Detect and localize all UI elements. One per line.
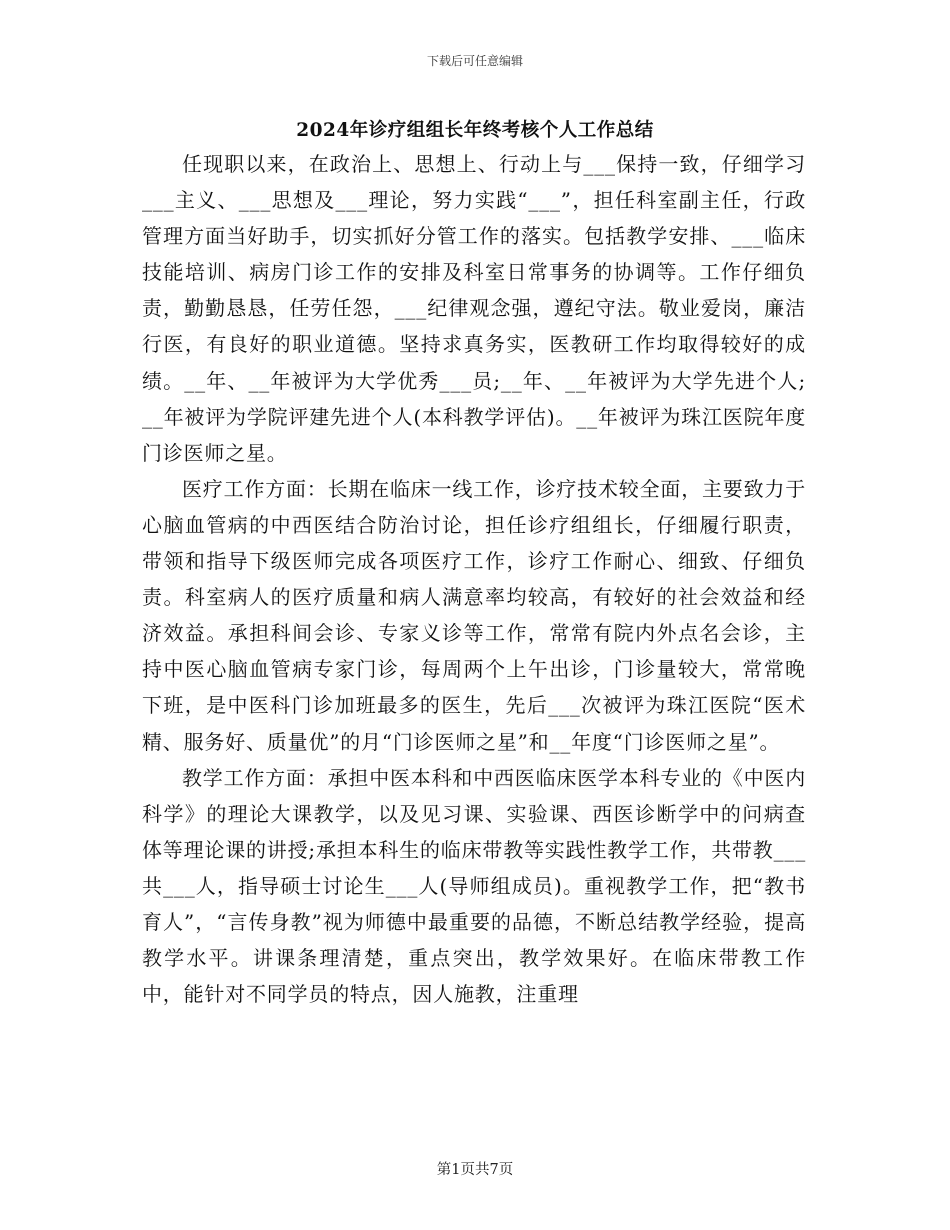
document-title: 2024年诊疗组组长年终考核个人工作总结 xyxy=(296,120,654,141)
paragraph-intro: 任现职以来，在政治上、思想上、行动上与___保持一致，仔细学习___主义、___思想及___理论，努力实践“___”，担任科室副主任，行政管理方面当好助手，切实抓好分管工作的落实。包括教学安排、___临床技能培训、病房门诊工作的安排及科室日常事务的协调等。工作仔细负责，勤勤恳恳，任劳任怨，___纪律观念强，遵纪守法。敬业爱岗，廉洁行医，有良好的职业道德。坚持求真务实，医教研工作均取得较好的成绩。__年、__年被评为大学优秀___员;__年、__年被评为大学先进个人;__年被评为学院评建先进个人(本科教学评估)。__年被评为珠江医院年度门诊医师之星。 xyxy=(142,152,806,465)
document-body xyxy=(142,146,806,1012)
page-number: 第1页共7页 xyxy=(436,1162,514,1178)
page-header-note: 下载后可任意编辑 xyxy=(426,54,523,68)
paragraph-medical-work: 医疗工作方面：长期在临床一线工作，诊疗技术较全面，主要致力于心脑血管病的中西医结合防治讨论，担任诊疗组组长，仔细履行职责，带领和指导下级医师完成各项医疗工作，诊疗工作耐心、细致、仔细负责。科室病人的医疗质量和病人满意率均较高，有较好的社会效益和经济效益。承担科间会诊、专家义诊等工作，常常有院内外点名会诊，主持中医心脑血管病专家门诊，每周两个上午出诊，门诊量较大，常常晚下班，是中医科门诊加班最多的医生，先后___次被评为珠江医院“医术精、服务好、质量优”的月“门诊医师之星”和__年度“门诊医师之星”。 xyxy=(142,476,806,754)
paragraph-teaching-work: 教学工作方面：承担中医本科和中西医临床医学本科专业的《中医内科学》的理论大课教学，以及见习课、实验课、西医诊断学中的问病查体等理论课的讲授;承担本科生的临床带教等实践性教学工作，共带教___共___人，指导硕士讨论生___人(导师组成员)。重视教学工作，把“教书育人”，“言传身教”视为师德中最重要的品德，不断总结教学经验，提高教学水平。讲课条理清楚，重点突出，教学效果好。在临床带教工作中，能针对不同学员的特点，因人施教，注重理 xyxy=(142,765,806,1007)
